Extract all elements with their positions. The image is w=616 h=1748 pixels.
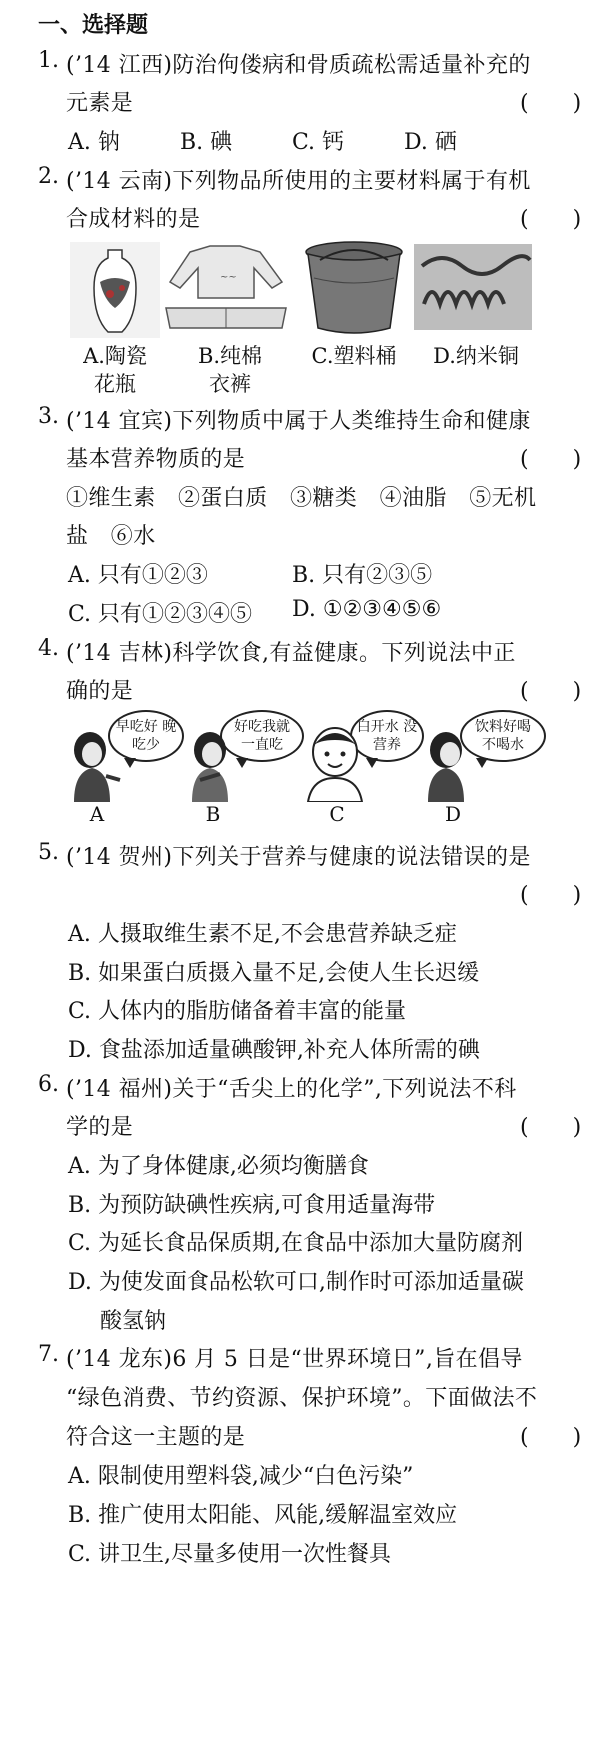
q6-stem-line1: (’14 福州)关于“舌尖上的化学”,下列说法不科 — [66, 1077, 517, 1102]
q2-answer-blank[interactable]: ( ) — [520, 207, 582, 232]
q3-option-d[interactable]: D. ①②③④⑤⑥ — [292, 597, 442, 622]
q7-option-c[interactable]: C. 讲卫生,尽量多使用一次性餐具 — [68, 1542, 392, 1567]
q2-caption-b-line2: 衣裤 — [209, 372, 251, 396]
q4-label-b[interactable]: B — [205, 802, 221, 826]
q1-number: 1. — [38, 48, 59, 73]
q3-list-line1: ①维生素 ②蛋白质 ③糖类 ④油脂 ⑤无机 — [66, 486, 537, 511]
q5-option-c[interactable]: C. 人体内的脂肪储备着丰富的能量 — [68, 999, 407, 1024]
q7-number: 7. — [38, 1342, 59, 1367]
q2-number: 2. — [38, 164, 59, 189]
q3-stem-line2: 基本营养物质的是 — [66, 447, 246, 472]
nano-copper-image — [414, 244, 532, 330]
q5-option-b[interactable]: B. 如果蛋白质摄入量不足,会使人生长迟缓 — [68, 961, 480, 986]
vase-image — [70, 242, 160, 338]
q4-answer-blank[interactable]: ( ) — [520, 679, 582, 704]
q3-number: 3. — [38, 404, 59, 429]
boy-c-figure — [300, 724, 370, 802]
q1-option-d[interactable]: D. 硒 — [404, 130, 457, 155]
q5-number: 5. — [38, 840, 59, 865]
cotton-clothes-image — [160, 242, 292, 338]
q7-stem-line2: “绿色消费、节约资源、保护环境”。下面做法不 — [66, 1386, 538, 1411]
q4-label-a[interactable]: A — [89, 802, 105, 826]
q3-option-b[interactable]: B. 只有②③⑤ — [292, 563, 433, 588]
q6-option-a[interactable]: A. 为了身体健康,必须均衡膳食 — [68, 1154, 369, 1179]
q2-caption-b[interactable] — [180, 342, 280, 398]
q6-answer-blank[interactable]: ( ) — [520, 1115, 582, 1140]
q4-stem-line1: (’14 吉林)科学饮食,有益健康。下列说法中正 — [66, 641, 516, 666]
q7-option-a[interactable]: A. 限制使用塑料袋,减少“白色污染” — [68, 1464, 414, 1489]
q4-label-d[interactable]: D — [444, 802, 462, 826]
q3-answer-blank[interactable]: ( ) — [520, 447, 582, 472]
q3-option-c[interactable]: C. 只有①②③④⑤ — [68, 602, 253, 627]
plastic-bucket-image — [300, 238, 408, 338]
q2-caption-a-line1: A.陶瓷 — [83, 344, 147, 368]
q3-stem-line1: (’14 宜宾)下列物质中属于人类维持生命和健康 — [66, 409, 531, 434]
q6-option-d-continued: 酸氢钠 — [100, 1309, 167, 1334]
q1-answer-blank[interactable]: ( ) — [520, 91, 582, 116]
q2-caption-d[interactable] — [420, 342, 532, 370]
q1-option-c[interactable]: C. 钙 — [292, 130, 345, 155]
q4-bubble-c-text: 白开水 没营养 — [356, 719, 418, 753]
q5-answer-blank[interactable]: ( ) — [520, 883, 582, 908]
q2-stem-line2: 合成材料的是 — [66, 207, 201, 232]
girl-b-figure — [180, 730, 240, 802]
q1-stem-line2: 元素是 — [66, 91, 134, 116]
q1-option-a[interactable]: A. 钠 — [68, 130, 120, 155]
q5-option-a[interactable]: A. 人摄取维生素不足,不会患营养缺乏症 — [68, 922, 457, 947]
q3-option-a[interactable]: A. 只有①②③ — [68, 563, 208, 588]
q4-bubble-b-text: 好吃我就 一直吃 — [234, 719, 290, 753]
q7-stem-line1: (’14 龙东)6 月 5 日是“世界环境日”,旨在倡导 — [66, 1347, 523, 1372]
q4-stem-line2: 确的是 — [66, 679, 134, 704]
q5-stem-line1: (’14 贺州)下列关于营养与健康的说法错误的是 — [66, 845, 531, 870]
q2-caption-c[interactable] — [298, 342, 410, 370]
q5-option-d[interactable]: D. 食盐添加适量碘酸钾,补充人体所需的碘 — [68, 1038, 480, 1063]
q6-stem-line2: 学的是 — [66, 1115, 134, 1140]
q3-list-line2: 盐 ⑥水 — [66, 524, 156, 549]
q7-stem-line3: 符合这一主题的是 — [66, 1425, 246, 1450]
q6-option-b[interactable]: B. 为预防缺碘性疾病,可食用适量海带 — [68, 1193, 436, 1218]
q2-caption-c-line1: C.塑料桶 — [311, 344, 397, 368]
q6-number: 6. — [38, 1072, 59, 1097]
svg-text:~~: ~~ — [220, 272, 237, 283]
q2-caption-a[interactable] — [70, 342, 160, 398]
q4-number: 4. — [38, 636, 59, 661]
q4-bubble-a-text: 早吃好 晚吃少 — [115, 719, 177, 753]
q6-option-d[interactable]: D. 为使发面食品松软可口,制作时可添加适量碳 — [68, 1270, 524, 1295]
girl-a-figure — [66, 730, 126, 802]
q7-answer-blank[interactable]: ( ) — [520, 1425, 582, 1450]
q6-option-c[interactable]: C. 为延长食品保质期,在食品中添加大量防腐剂 — [68, 1231, 524, 1256]
q1-stem-line1: (’14 江西)防治佝偻病和骨质疏松需适量补充的 — [66, 53, 531, 78]
q2-caption-a-line2: 花瓶 — [94, 372, 136, 396]
q1-option-b[interactable]: B. 碘 — [180, 130, 233, 155]
q2-stem-line1: (’14 云南)下列物品所使用的主要材料属于有机 — [66, 169, 531, 194]
q7-option-b[interactable]: B. 推广使用太阳能、风能,缓解温室效应 — [68, 1503, 458, 1528]
section-title: 一、选择题 — [38, 12, 149, 38]
q2-caption-d-line1: D.纳米铜 — [433, 344, 519, 368]
q4-bubble-d-text: 饮料好喝 不喝水 — [475, 719, 531, 753]
q4-label-c[interactable]: C — [329, 802, 345, 826]
girl-d-figure — [418, 730, 478, 802]
q2-caption-b-line1: B.纯棉 — [197, 344, 263, 368]
